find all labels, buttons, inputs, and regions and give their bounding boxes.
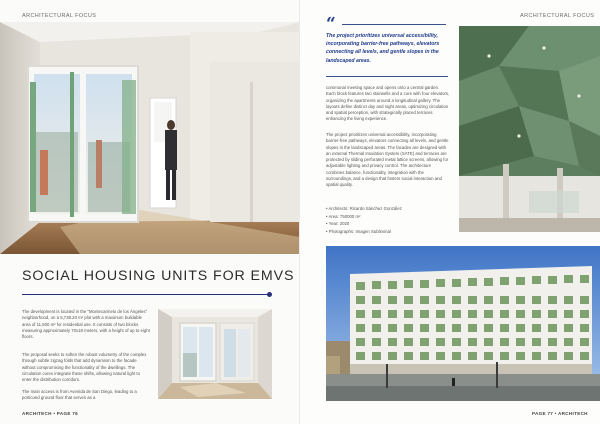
left-page-header: ARCHITECTURAL FOCUS (22, 13, 97, 19)
credit-area: • Area: 750000 m² (326, 213, 361, 219)
quote-mark-icon: “ (326, 14, 336, 34)
page-title: SOCIAL HOUSING UNITS FOR EMVS (22, 268, 295, 284)
title-divider-dot (267, 292, 272, 297)
left-body-paragraph-3: The main access is from Avenida de San Diego, leading to a porticoed ground floor that serves as a (22, 389, 137, 401)
credit-architects: • Architects: Ricardo Sánchez González (326, 206, 402, 211)
title-divider (22, 294, 268, 295)
credit-photographs: • Photographs: Imagen Subliminal (326, 228, 391, 234)
credit-year: • Year: 2020 (326, 221, 350, 226)
pull-quote: The project prioritizes universal accessibility, incorporating barrier-free pathways, elevators connecting all levels, and gentle slopes in the landscaped areas. (326, 33, 440, 64)
right-page-footer: PAGE 77 • ARCHITECH (532, 411, 588, 416)
right-body-paragraph-1: communal meeting space and opens onto a central garden. Each block features two stairwells and a core with four elevators, organizing the apartments around a longitudinal gallery. The layouts define distinct day and night areas, optimizing circulation and spatial perception, with strategically placed terraces enhancing the living experience. (326, 85, 450, 122)
housing-block-facade-photo (326, 246, 600, 401)
left-page-footer: ARCHITECH • PAGE 76 (22, 411, 78, 416)
green-soffit-structure-photo (459, 26, 600, 232)
apartment-interior-photo (0, 22, 300, 254)
right-body-paragraph-2: The project prioritizes universal accessibility, incorporating barrier-free pathways, elevators connecting all levels, and gentle slopes in the landscaped areas. The facades are designed with an external Thermal Insulation System (SATE) and terraces are protected by sliding perforated metal lattice screens, allowing for adjustable lighting and privacy control. The architecture combines balance, functionality, integration with the surroundings, and a design that fosters social interaction and spatial quality. (326, 132, 449, 188)
left-body-paragraph-2: The proposal seeks to soften the robust volumetry of the complex through subtle zigzag folds that add dynamism to the facade without compromising the functionality of the dwellings. The circulation cores integrate these shifts, allowing natural light to enter the distribution corridors. (22, 352, 147, 383)
quote-bottom-rule (326, 76, 448, 77)
project-credits-list (326, 205, 448, 235)
right-page-header: ARCHITECTURAL FOCUS (520, 13, 595, 19)
empty-room-interior-photo (158, 309, 272, 399)
left-body-paragraph-1: The development is located in the "Montecarmelo de los Ángeles" neighborhood, on a 5,738.20 m² plot with a maximum buildable area of 11,500 m² for residential use. It consists of two blocks measuring approximately 70x18 meters, with a height of up to eight floors. (22, 309, 150, 340)
quote-top-rule (342, 24, 446, 25)
